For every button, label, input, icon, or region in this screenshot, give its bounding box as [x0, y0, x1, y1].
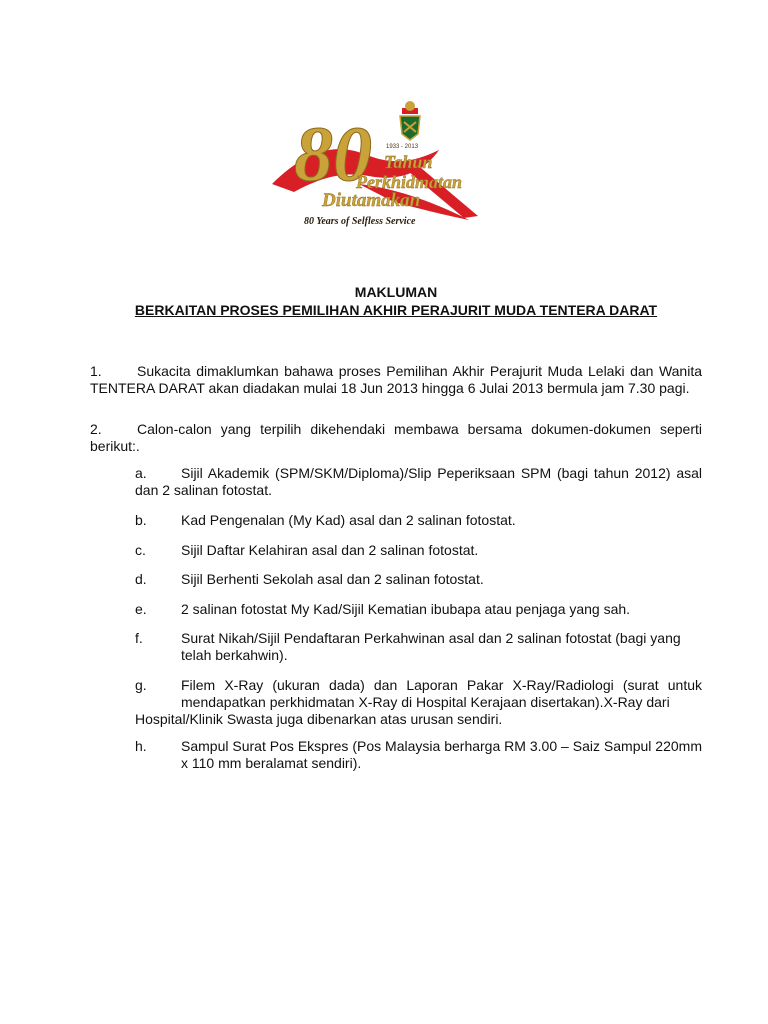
list-item-letter: c. [135, 542, 146, 558]
list-item-text: Filem X-Ray (ukuran dada) dan Laporan Pakar X-Ray/Radiologi (surat untuk mendapatkan perkhidmatan X-Ray di Hospital Kerajaan disertakan).X-Ray dari Hospital/Klinik Swasta juga dibenarkan atas urusan sendiri. [135, 677, 702, 727]
list-item-text: Sijil Akademik (SPM/SKM/Diploma)/Slip Peperiksaan SPM (bagi tahun 2012) asal dan 2 salinan fotostat. [135, 465, 702, 498]
list-item-letter: b. [135, 512, 147, 528]
svg-text:1933 - 2013: 1933 - 2013 [386, 144, 419, 150]
list-item-text: 2 salinan fotostat My Kad/Sijil Kematian ibubapa atau penjaga yang sah. [181, 601, 631, 617]
list-item-text: Sijil Berhenti Sekolah asal dan 2 salinan fotostat. [181, 571, 484, 587]
paragraph-1 [90, 363, 702, 397]
svg-text:Tahun: Tahun [384, 152, 433, 172]
list-item-text: Sijil Daftar Kelahiran asal dan 2 salinan fotostat. [181, 542, 479, 558]
svg-text:80: 80 [294, 110, 372, 197]
page-title: MAKLUMAN [354, 284, 438, 300]
list-item-letter: g. [135, 677, 147, 693]
list-item-letter: f. [135, 630, 143, 646]
list-item-text: Surat Nikah/Sijil Pendaftaran Perkahwinan asal dan 2 salinan fotostat (bagi yang telah berkahwin). [181, 630, 681, 663]
anniversary-logo [264, 92, 484, 240]
page-subtitle: BERKAITAN PROSES PEMILIHAN AKHIR PERAJURIT MUDA TENTERA DARAT [134, 302, 658, 318]
svg-text:Diutamakan: Diutamakan [322, 190, 421, 211]
svg-text:Perkhidmatan: Perkhidmatan [356, 172, 463, 192]
list-item-letter: a. [135, 465, 147, 481]
paragraph-text: Calon-calon yang terpilih dikehendaki membawa bersama dokumen-dokumen seperti berikut:. [90, 421, 702, 454]
paragraph-text: Sukacita dimaklumkan bahawa proses Pemilihan Akhir Perajurit Muda Lelaki dan Wanita TENTERA DARAT akan diadakan mulai 18 Jun 2013 hingga 6 Julai 2013 bermula jam 7.30 pagi. [90, 363, 702, 396]
list-item-letter: h. [135, 738, 147, 754]
list-item-letter: e. [135, 601, 147, 617]
paragraph-number: 1. [90, 363, 102, 379]
svg-text:80 Years of Selfless Service: 80 Years of Selfless Service [304, 216, 416, 227]
list-item-letter: d. [135, 571, 147, 587]
paragraph-2 [90, 421, 702, 455]
list-item-text: Sampul Surat Pos Ekspres (Pos Malaysia berharga RM 3.00 – Saiz Sampul 220mm x 110 mm beralamat sendiri). [181, 738, 702, 771]
list-item-text: Kad Pengenalan (My Kad) asal dan 2 salinan fotostat. [181, 512, 516, 528]
paragraph-number: 2. [90, 421, 102, 437]
